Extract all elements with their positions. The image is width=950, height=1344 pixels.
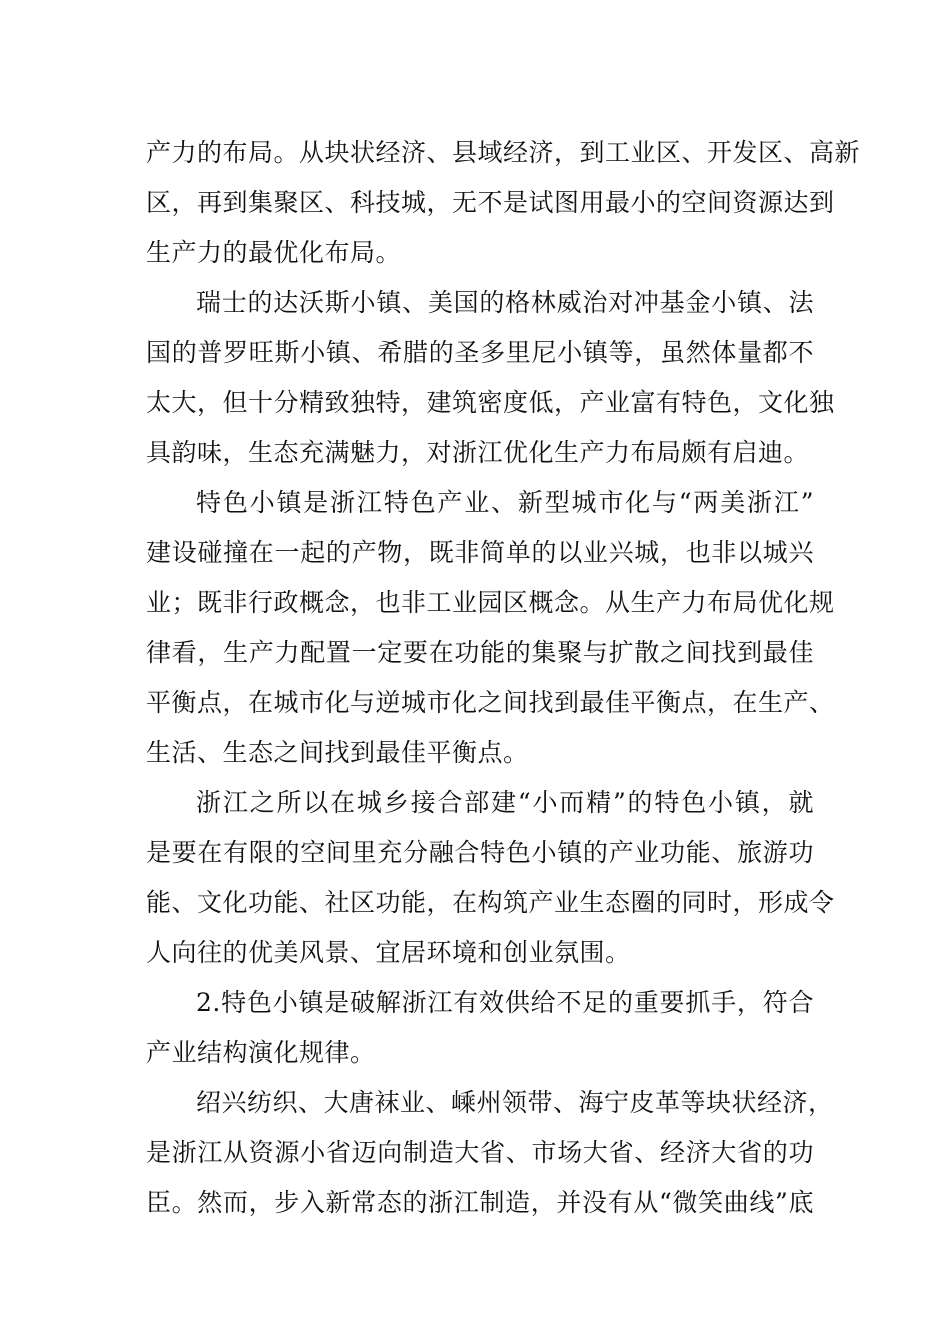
section-heading-line: 产业结构演化规律。 — [146, 1038, 376, 1067]
text-line: 具韵味，生态充满魅力，对浙江优化生产力布局颇有启迪。 — [146, 438, 810, 467]
text-line: 生产力的最优化布局。 — [146, 238, 402, 267]
text-line: 臣。然而，步入新常态的浙江制造，并没有从“微笑曲线”底 — [146, 1188, 814, 1217]
section-heading-line: 2.特色小镇是破解浙江有效供给不足的重要抓手，符合 — [196, 988, 814, 1017]
text-line: 区，再到集聚区、科技城，无不是试图用最小的空间资源达到 — [146, 188, 835, 217]
text-line: 律看，生产力配置一定要在功能的集聚与扩散之间找到最佳 — [146, 638, 814, 667]
text-line: 人向往的优美风景、宜居环境和创业氛围。 — [146, 938, 631, 967]
text-line: 国的普罗旺斯小镇、希腊的圣多里尼小镇等，虽然体量都不 — [146, 338, 814, 367]
text-line: 产力的布局。从块状经济、县域经济，到工业区、开发区、高新 — [146, 138, 861, 167]
paragraph-first-line: 浙江之所以在城乡接合部建“小而精”的特色小镇，就 — [196, 788, 814, 817]
text-line: 平衡点，在城市化与逆城市化之间找到最佳平衡点，在生产、 — [146, 688, 835, 717]
paragraph-first-line: 特色小镇是浙江特色产业、新型城市化与“两美浙江” — [196, 488, 814, 517]
text-line: 业；既非行政概念，也非工业园区概念。从生产力布局优化规 — [146, 588, 835, 617]
text-line: 生活、生态之间找到最佳平衡点。 — [146, 738, 529, 767]
paragraph-first-line: 绍兴纺织、大唐袜业、嵊州领带、海宁皮革等块状经济， — [196, 1088, 834, 1117]
text-line: 是浙江从资源小省迈向制造大省、市场大省、经济大省的功 — [146, 1138, 814, 1167]
text-line: 太大，但十分精致独特，建筑密度低，产业富有特色，文化独 — [146, 388, 835, 417]
text-line: 是要在有限的空间里充分融合特色小镇的产业功能、旅游功 — [146, 838, 814, 867]
text-line: 能、文化功能、社区功能，在构筑产业生态圈的同时，形成令 — [146, 888, 835, 917]
document-body — [146, 128, 861, 1228]
paragraph-first-line: 瑞士的达沃斯小镇、美国的格林威治对冲基金小镇、法 — [196, 288, 814, 317]
text-line: 建设碰撞在一起的产物，既非简单的以业兴城，也非以城兴 — [146, 538, 814, 567]
